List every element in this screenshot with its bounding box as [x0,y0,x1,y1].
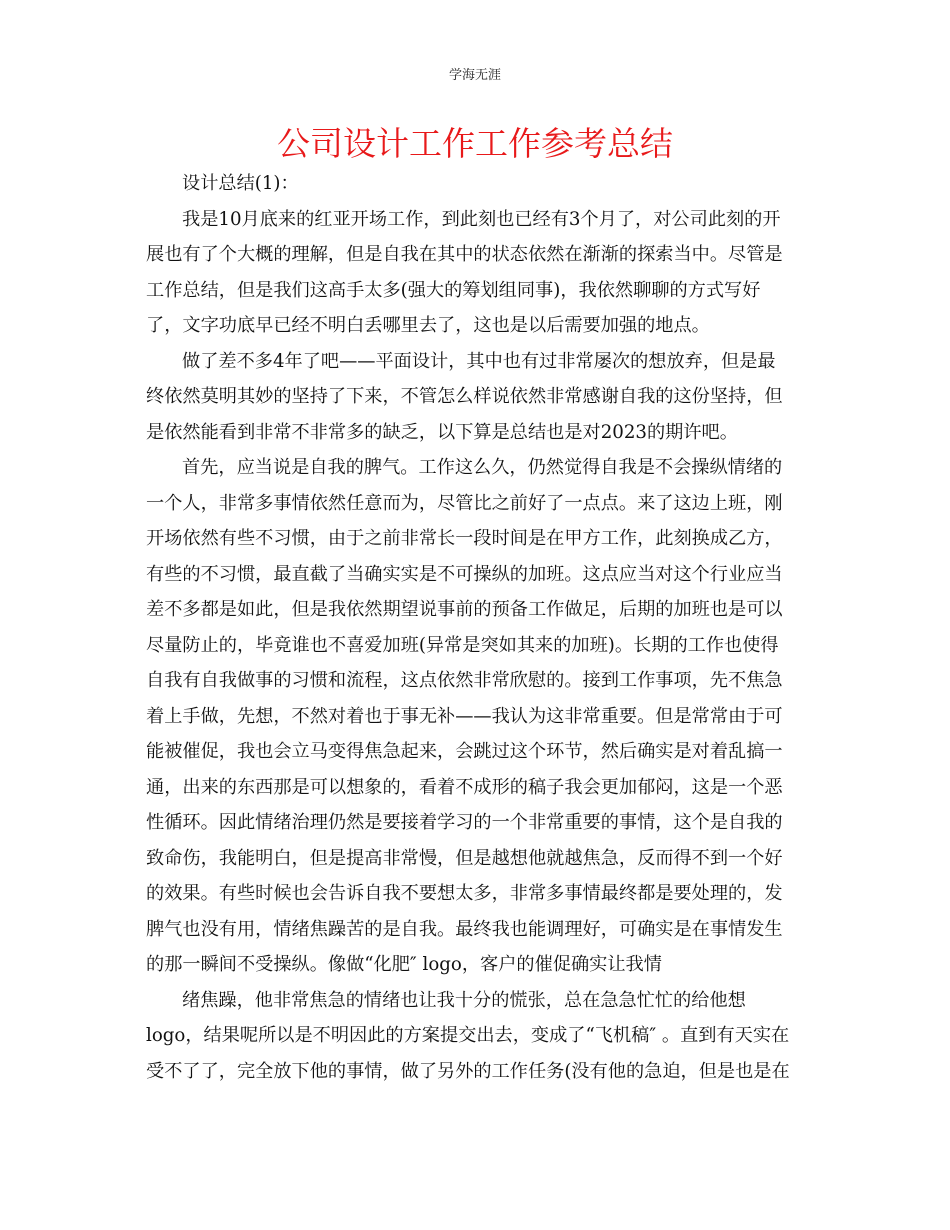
text-line: 绪焦躁，他非常焦急的情绪也让我十分的慌张，总在急急忙忙的给他想 [182,989,746,1011]
text-line: 是依然能看到非常不非常多的缺乏，以下算是总结也是对2023的期许吧。 [146,421,738,443]
text-line: 脾气也没有用，情绪焦躁苦的是自我。最终我也能调理好，可确实是在事情发生 [146,918,783,940]
text-line: 受不了了，完全放下他的事情，做了另外的工作任务(没有他的急迫，但是也是在 [146,1060,790,1082]
text-line: 开场依然有些不习惯，由于之前非常长一段时间是在甲方工作，此刻换成乙方， [146,528,783,549]
page-header: 学海无涯 [448,68,501,83]
text-line: 首先，应当说是自我的脾气。工作这么久，仍然觉得自我是不会操纵情绪的 [182,457,783,478]
text-line: 工作总结，但是我们这高手太多(强大的筹划组同事)，我依然聊聊的方式写好 [146,279,761,301]
text-line: 一个人，非常多事情依然任意而为，尽管比之前好了一点点。来了这边上班，刚 [146,492,783,514]
text-line: 我是10月底来的红亚开场工作，到此刻也已经有3个月了，对公司此刻的开 [182,208,781,230]
text-line: 致命伤，我能明白，但是提高非常慢，但是越想他就越焦急，反而得不到一个好 [146,847,783,869]
text-line: 展也有了个大概的理解，但是自我在其中的状态依然在渐渐的探索当中。尽管是 [146,244,783,265]
text-line: 了，文字功底早已经不明白丢哪里去了，这也是以后需要加强的地点。 [146,315,710,336]
text-line: logo，结果呢所以是不明因此的方案提交出去，变成了“飞机稿″ 。直到有天实在 [146,1025,790,1046]
text-line: 自我有自我做事的习惯和流程，这点依然非常欣慰的。接到工作事项，先不焦急 [146,670,783,691]
text-line: 通，出来的东西那是可以想象的，看着不成形的稿子我会更加郁闷，这是一个恶 [146,776,783,798]
text-line: 差不多都是如此，但是我依然期望说事前的预备工作做足，后期的加班也是可以 [146,599,783,620]
text-line: 的效果。有些时候也会告诉自我不要想太多，非常多事情最终都是要处理的，发 [146,883,783,904]
text-line: 着上手做，先想，不然对着也于事无补——我认为这非常重要。但是常常由于可 [146,705,783,727]
text-line: 设计总结(1)： [182,173,299,194]
text-line: 能被催促，我也会立马变得焦急起来，会跳过这个环节，然后确实是对着乱搞一 [146,741,783,762]
text-line: 性循环。因此情绪治理仍然是要接着学习的一个非常重要的事情，这个是自我的 [146,812,783,833]
document-title: 公司设计工作工作参考总结 [277,124,673,163]
document-body [146,166,808,1089]
text-line: 终依然莫明其妙的坚持了下来，不管怎么样说依然非常感谢自我的这份坚持，但 [146,386,783,407]
text-line: 做了差不多4年了吧——平面设计，其中也有过非常屡次的想放弃，但是最 [182,350,776,372]
text-line: 有些的不习惯，最直截了当确实实是不可操纵的加班。这点应当对这个行业应当 [146,563,783,585]
text-line: 的那一瞬间不受操纵。像做“化肥″ logo，客户的催促确实让我情 [146,954,662,975]
text-line: 尽量防止的，毕竟谁也不喜爱加班(异常是突如其来的加班)。长期的工作也使得 [146,634,779,656]
